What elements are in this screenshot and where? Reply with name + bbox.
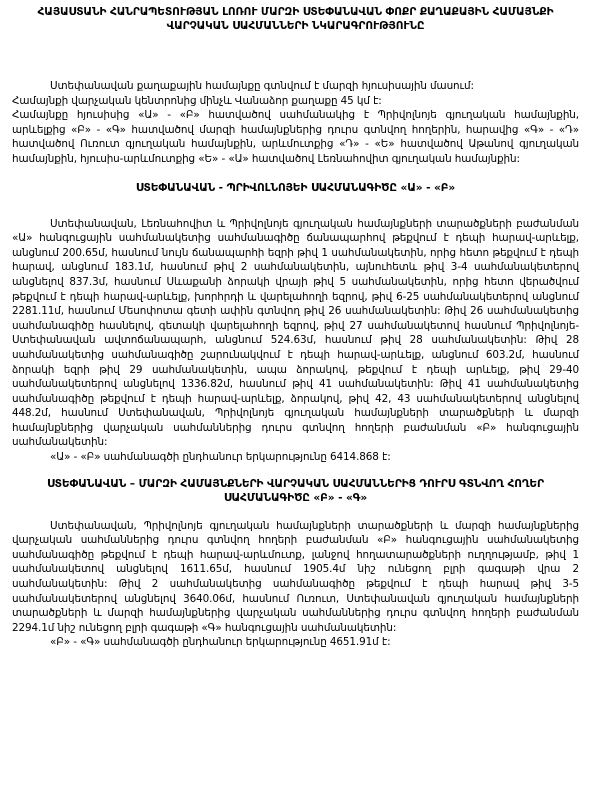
spacer xyxy=(12,167,579,181)
spacer xyxy=(12,465,579,477)
section-paragraph-b-c: Ստեփանավան, Պրիվոլնոյե գյուղական համայնքների տարածքների և մարզի համայնքներից վարչական սահմաններից դուրս գտնվող հողերի բաժանման «Բ» հանգուցային սահմանակետից սահմանագիծը թեքվում է դեպի հարավ-արևմուտք, լանջով հողատարածքների ուղղությամբ, թիվ 1 սահմանակետով անցնելով 1611.65մ, հասնում 1905.4մ նիշ ունեցող բլրի գագաթի վրա 2 սահմանակետին: Թիվ 2 սահմանակետից սահմանագիծը թեքվում է դեպի հարավ թիվ 3-5 սահմանակետերով անցնելով 3640.06մ, հասնում Ուռուտ, Ստեփանավան գյուղական համայնքների տարածքների և մարզի համայնքներից վարչական սահմաններից դուրս գտնվող հողերի բաժանման 2294.1մ նիշ ունեցող բլրի գագաթի «Գ» հանգուցային սահմանակետին: xyxy=(12,519,579,634)
section-heading-b-c: ՍՏԵՓԱՆԱՎԱՆ – ՄԱՐԶԻ ՀԱՄԱՅՆՔՆԵՐԻ ՎԱՐՉԱԿԱՆ ՍԱՀՄԱՆՆԵՐԻՑ ԴՈՒՐՍ ԳՏՆՎՈՂ ՀՈՂԵՐ ՍԱՀՄԱՆԱԳԻԾԸ «Բ» - «Գ» xyxy=(47,477,544,504)
section-heading-a-b: ՍՏԵՓԱՆԱՎԱՆ - ՊՐԻՎՈԼՆՈՅԵԻ ՍԱՀՄԱՆԱԳԻԾԸ «Ա» - «Բ» xyxy=(135,181,456,194)
intro-line-distance: Համայնքի վարչական կենտրոնից մինչև Վանաձոր քաղաքը 45 կմ է: xyxy=(12,94,382,107)
section-length-b-c: «Բ» - «Գ» սահմանագծի ընդհանուր երկարությունը 4651.91մ է: xyxy=(50,636,391,649)
document-title: ՀԱՅԱՍՏԱՆԻ ՀԱՆՐԱՊԵՏՈՒԹՅԱՆ ԼՈՌՈՒ ՄԱՐԶԻ ՍՏԵՓԱՆԱՎԱՆ ՓՈՔՐ ՔԱՂԱՔԱՅԻՆ ՀԱՄԱՅՆՔԻ ՎԱՐՉԱԿԱՆ ՍԱՀՄԱՆՆԵՐԻ ՆԿԱՐԱԳՐՈՒԹՅՈՒՆԸ xyxy=(37,6,554,32)
section-length-a-b: «Ա» - «Բ» սահմանագծի ընդհանուր երկարությունը 6414.868 է: xyxy=(50,451,391,464)
intro-paragraph: Համայնքը հյուսիսից «Ա» - «Բ» հատվածով սահմանակից է Պրիվոլնոյե գյուղական համայնքին, արևելքից «Բ» - «Գ» հատվածով մարզի համայնքներից դուրս գտնվող հողերին, հարավից «Գ» - «Դ» հատվածով Ուռուտ գյուղական համայնքին, արևմուտքից «Դ» - «Ե» հատվածով Աթանով գյուղական համայնքին, հյուսիս-արևմուտքից «Ե» - «Ա» հատվածով Լեռնահովիտ գյուղական համայնքին: xyxy=(12,109,579,165)
section-paragraph-a-b: Ստեփանավան, Լեռնահովիտ և Պրիվոլնոյե գյուղական համայնքների տարածքների բաժանման «Ա» հանգուցային սահմանակետից սահմանագիծը ճանապարհով թեքվում է դեպի հարավ-արևելք, անցնում 200.65մ, հասնում նույն ճանապարհի եզրի թիվ 1 սահմանակետին, որից հետո թեքվում է դեպի հարավ, անցնում 183.1մ, հասնում թիվ 2 սահմանակետին, այնուհետև թիվ 3-4 սահմանակետերով անցնելով 837.3մ, հասնում Սևաքանի ձորակի վրայի թիվ 5 սահմանակետին, որից հետո վերածվում թեքվում է դեպի հարավ-արևելք, խորհրդի և վարելահողի եզրով, թիվ 6-25 սահմանակետերով անցնում 2281.11մ, հասնում Մեսոփոտա գետի ափին գտնվող թիվ 26 սահմանակետին: Թիվ 26 սահմանակետից սահմանագիծը հասնելով, գետակի վարելահողի եզրով, թիվ 27 սահմանակետով հասնում Պրիվոլնոյե-Ստեփանավան ավտոճանապարհ, անցնում 524.63մ, հասնում թիվ 28 սահմանակետին: Թիվ 28 սահմանակետից սահմանագիծը շարունակվում է դեպի հարավ-արևելք, անցնում 603.2մ, հասնում ձորակի եզրի թիվ 29 սահմանակետին, ապա ձորակով, թեքվում է դեպի արևելք, թիվ 29-40 սահմանակետերով անցնելով 1336.82մ, հասնում թիվ 41 սահմանակետին: Թիվ 41 սահմանակետից սահմանագիծը թեքվում է դեպի հարավ-արևելք, ձորակով, թիվ 42, 43 սահմանակետերով անցնելով 448.2մ, հասնում Ստեփանավան, Պրիվոլնոյե գյուղական համայնքների տարածքների և մարզի համայնքներից վարչական սահմաններից դուրս գտնվող հողերի բաժանման «Բ» հանգուցային սահմանակետին: xyxy=(12,217,579,449)
spacer xyxy=(12,505,579,519)
spacer xyxy=(12,33,579,79)
intro-line-location: Ստեփանավան քաղաքային համայնքը գտնվում է մարզի հյուսիսային մասում: xyxy=(50,80,474,92)
spacer xyxy=(12,195,579,217)
